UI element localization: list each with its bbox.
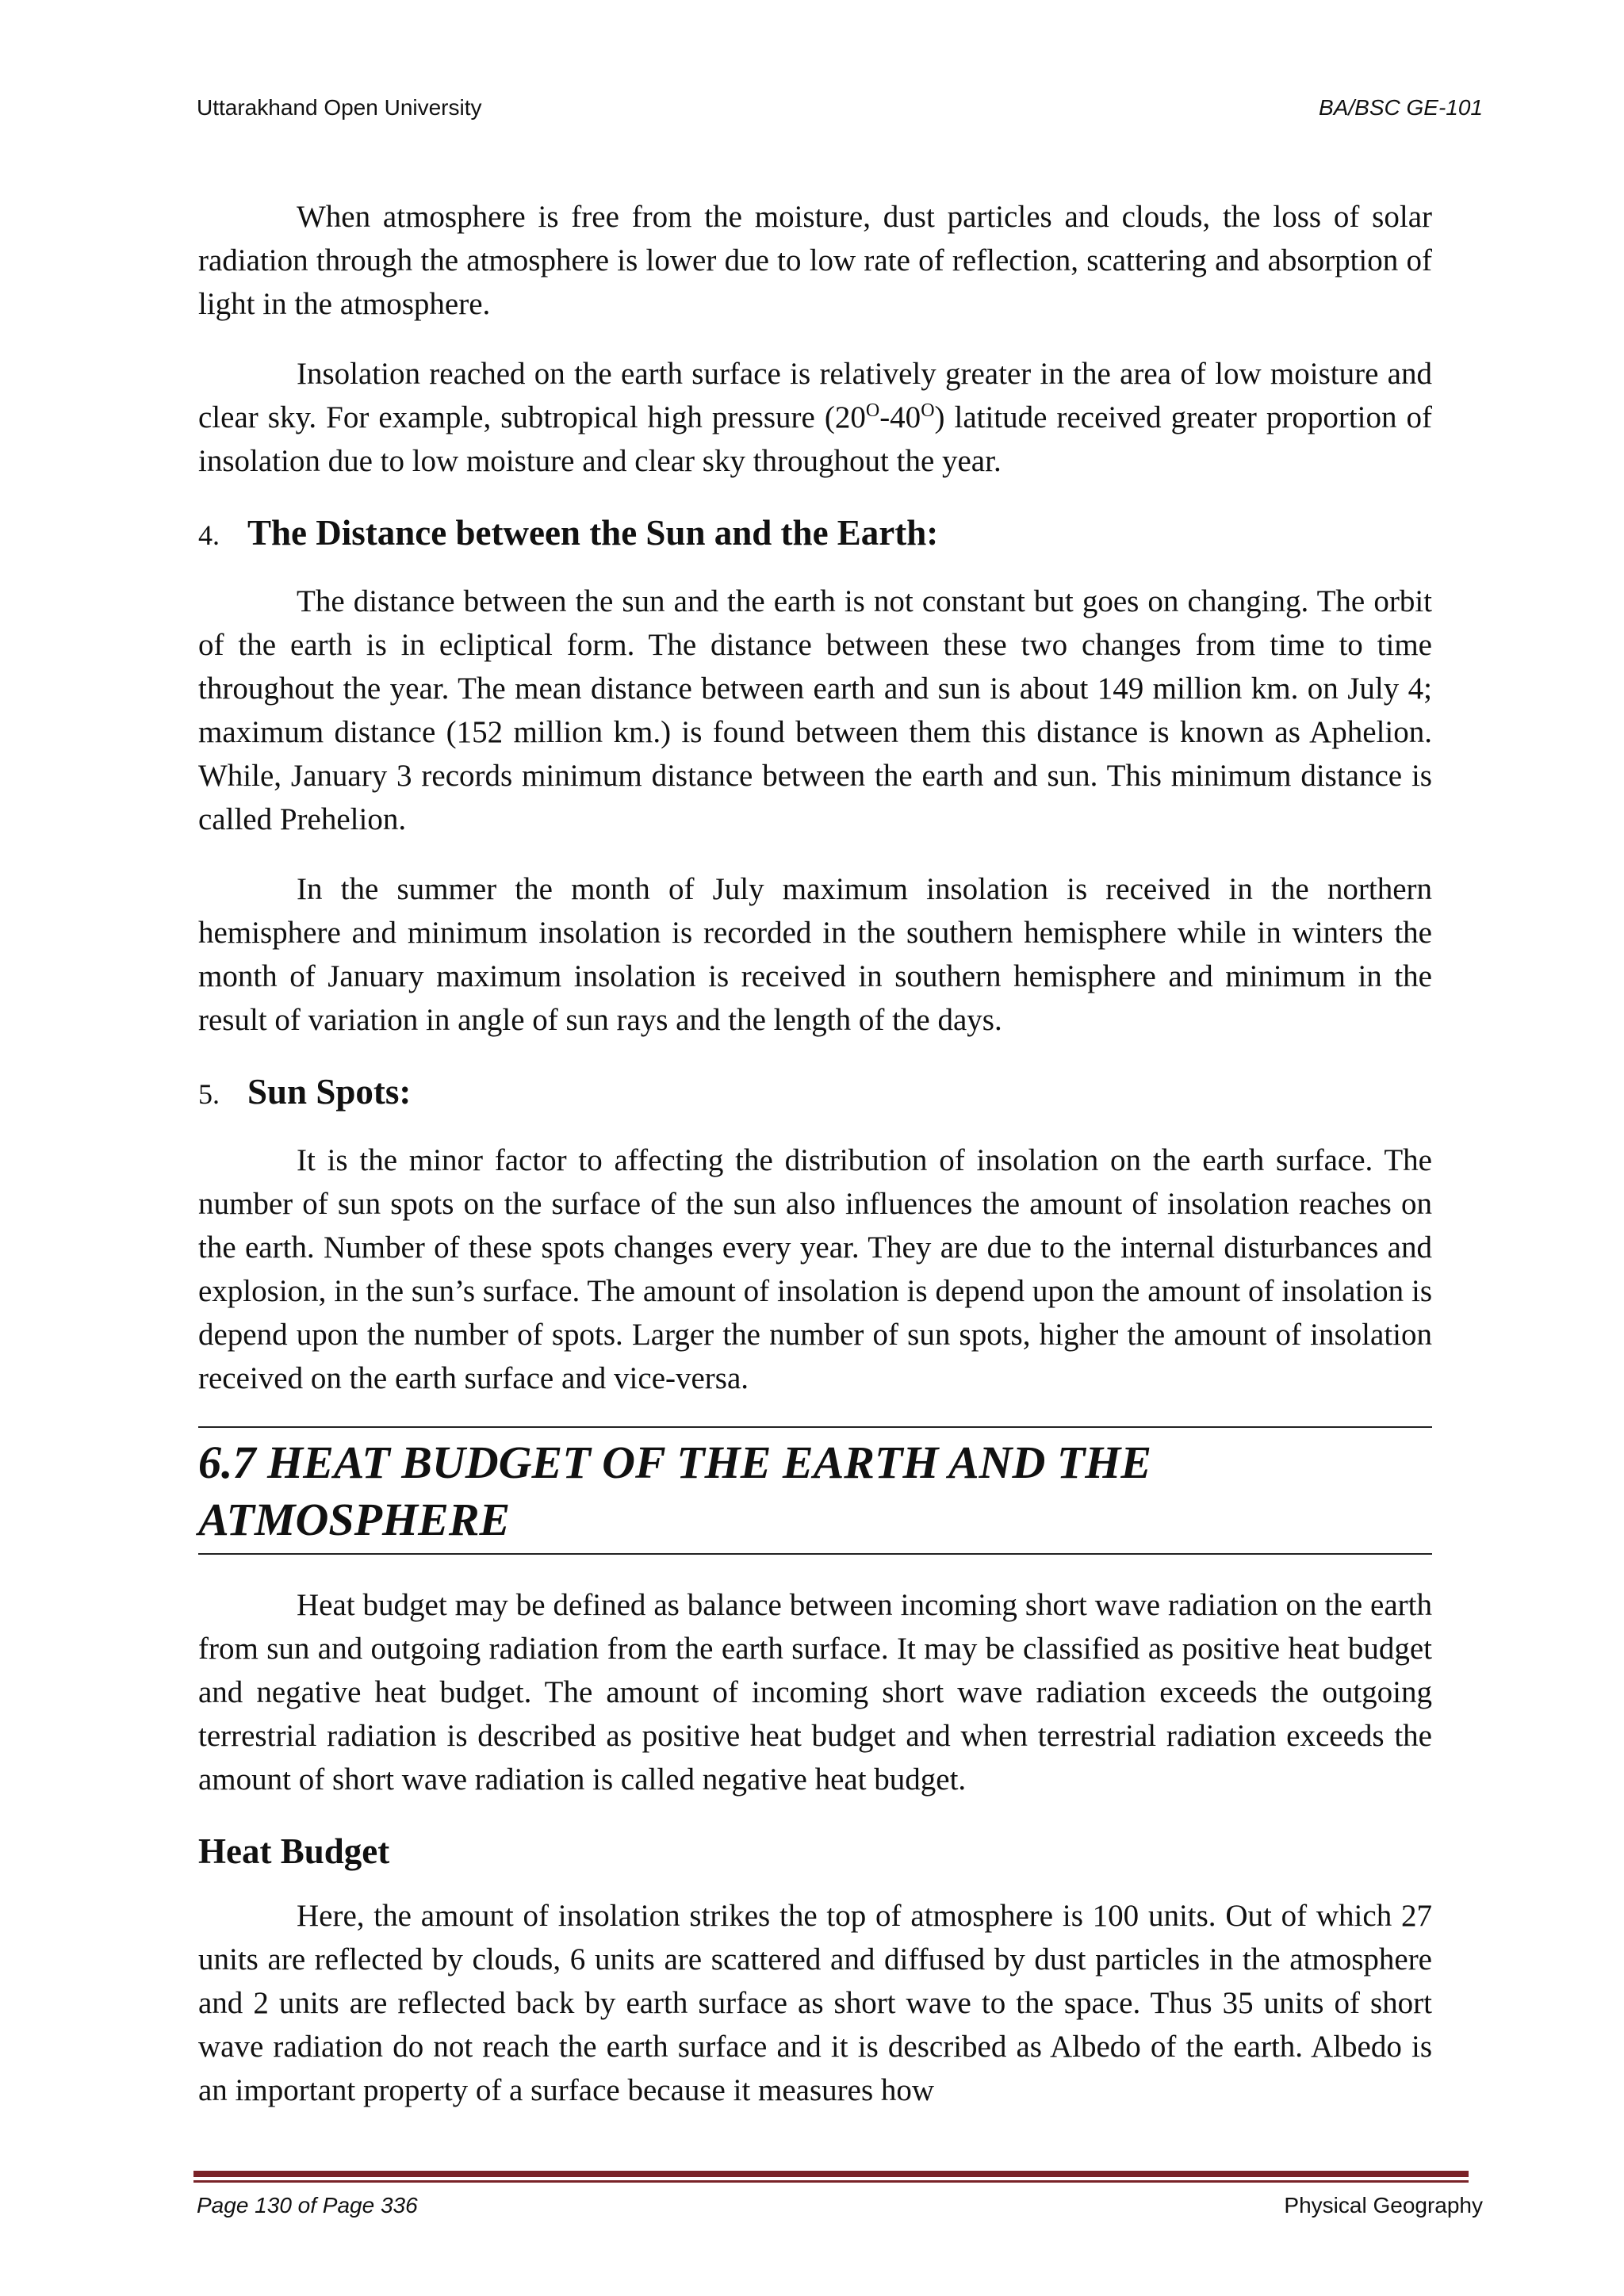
subheading-sun-spots — [198, 1068, 1432, 1118]
footer-divider — [193, 2171, 1469, 2183]
paragraph-text: -40 — [879, 400, 921, 434]
subheading-sun-earth-distance — [198, 509, 1432, 559]
course-code: BA/BSC GE-101 — [1319, 95, 1483, 120]
subheading-title: Sun Spots: — [247, 1072, 412, 1112]
degree-superscript: O — [921, 400, 935, 421]
paragraph-text: Insolation reached on the earth surface is relatively greater in the area of low moisture and clear sky. For example, subtropical high pressure (20 — [198, 357, 1432, 434]
subheading-number: 4. — [198, 519, 220, 551]
paragraph-clear-atmosphere: When atmosphere is free from the moisture, dust particles and clouds, the loss of solar radiation through the atmosphere is lower due to low rate of reflection, scattering and absorption of light in the atmosphere. — [198, 200, 1432, 321]
book-title: Physical Geography — [1284, 2193, 1483, 2218]
page-header — [197, 95, 1483, 130]
subheading-number: 5. — [198, 1078, 220, 1110]
paragraph-distance: The distance between the sun and the earth is not constant but goes on changing. The orbit of the earth is in ecliptical form. The distance between these two changes from time to time throughout the year. The mean distance between earth and sun is about 149 million km. on July 4; maximum distance (152 million km.) is found between them this distance is known as Aphelion. While, January 3 records minimum distance between the earth and sun. This minimum distance is called Prehelion. — [198, 584, 1432, 836]
paragraph-albedo: Here, the amount of insolation strikes the top of atmosphere is 100 units. Out of which 27 units are reflected by clouds, 6 units are scattered and diffused by dust particles in the atmosphere and 2 units are reflected back by earth surface as short wave to the space. Thus 35 units of short wave radiation do not reach the earth surface and it is described as Albedo of the earth. Albedo is an important property of a surface because it measures how — [198, 1899, 1432, 2107]
subheading-title: The Distance between the Sun and the Earth: — [247, 513, 939, 553]
heading-heat-budget: Heat Budget — [198, 1831, 390, 1871]
paragraph-insolation-clear-sky — [198, 352, 1432, 483]
paragraph-sun-spots: It is the minor factor to affecting the distribution of insolation on the earth surface. The number of sun spots on the surface of the sun also influences the amount of insolation reaches on the earth. Number of these spots changes every year. They are due to the internal disturbances and explosion, in the sun’s surface. The amount of insolation is depend upon the amount of insolation is depend upon the number of spots. Larger the number of sun spots, higher the amount of insolation received on the earth surface and vice-versa. — [198, 1143, 1432, 1395]
degree-superscript: O — [865, 400, 880, 421]
footer-rule-thin — [193, 2180, 1469, 2183]
section-title-heat-budget: 6.7 HEAT BUDGET OF THE EARTH AND THE ATMOSPHERE — [198, 1426, 1432, 1555]
footer-rule-thick — [193, 2171, 1469, 2177]
page-footer — [197, 2193, 1483, 2218]
university-name: Uttarakhand Open University — [197, 95, 482, 120]
paragraph-text: ) latitude received greater proportion of insolation due to low moisture and clear sky throughout the year. — [198, 400, 1432, 478]
page-number: Page 130 of Page 336 — [197, 2193, 418, 2218]
paragraph-seasonal-insolation: In the summer the month of July maximum insolation is received in the northern hemisphere and minimum insolation is recorded in the southern hemisphere while in winters the month of January maximum insolation is received in southern hemisphere and minimum in the result of variation in angle of sun rays and the length of the days. — [198, 872, 1432, 1037]
paragraph-heat-budget-definition: Heat budget may be defined as balance between incoming short wave radiation on the earth from sun and outgoing radiation from the earth surface. It may be classified as positive heat budget and negative heat budget. The amount of incoming short wave radiation exceeds the outgoing terrestrial radiation is described as positive heat budget and when terrestrial radiation exceeds the amount of short wave radiation is called negative heat budget. — [198, 1588, 1432, 1797]
page-content — [198, 195, 1432, 2138]
